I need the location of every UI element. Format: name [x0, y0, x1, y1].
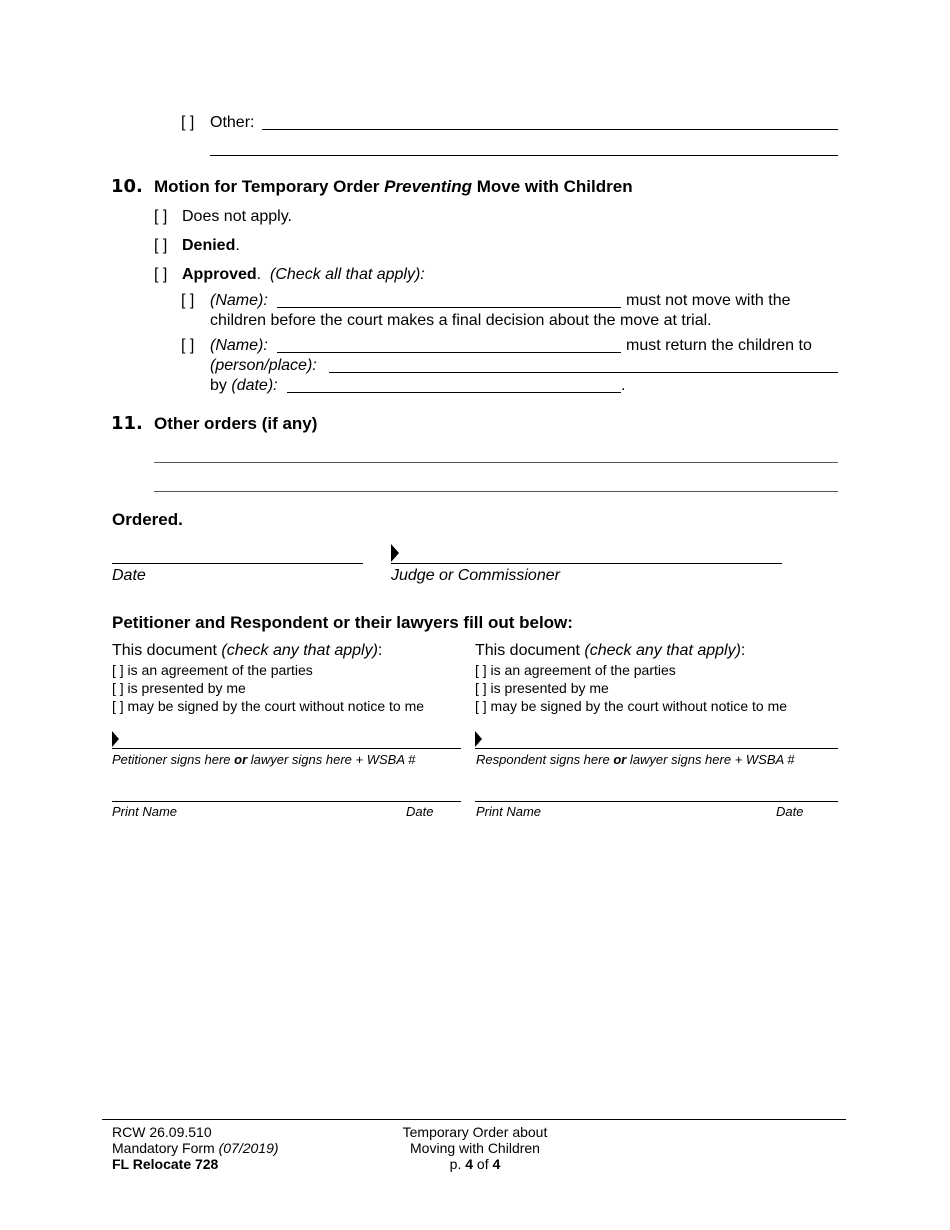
respondent-print-name-label: Print Name: [476, 804, 542, 819]
footer-page-prefix: p.: [449, 1156, 466, 1172]
respondent-signature-line[interactable]: [475, 748, 838, 749]
petitioner-date-label: Date: [406, 804, 434, 819]
footer-page-of: of: [473, 1156, 493, 1172]
sub2-text-after: must return the children to: [626, 337, 812, 354]
respondent-date-label: Date: [776, 804, 804, 819]
petitioner-sign-text: lawyer signs here + WSBA #: [247, 752, 416, 767]
petitioner-doc-note: (check any that apply): [221, 642, 378, 659]
denied-label-bold: Denied: [182, 237, 236, 254]
section-10-title: [154, 177, 633, 197]
judge-label: Judge or Commissioner: [391, 567, 560, 584]
petitioner-sign-or: or: [234, 752, 248, 767]
sign-here-arrow-icon: [391, 544, 399, 562]
section-10-number: 10.: [111, 176, 143, 197]
sub2-period: .: [621, 377, 626, 394]
footer-page-number: [375, 1156, 575, 1173]
footer-page-total: 4: [492, 1156, 501, 1172]
respondent-option-presented[interactable]: [ ] is presented by me: [475, 680, 609, 696]
footer-mandatory-form: [112, 1140, 279, 1157]
does-not-apply-checkbox[interactable]: [ ]: [154, 208, 168, 225]
petitioner-doc-colon: :: [377, 642, 383, 659]
sub1-text-line2: children before the court makes a final decision about the move at trial.: [210, 312, 712, 329]
approved-label-bold: Approved: [182, 266, 257, 283]
other-label: Other:: [210, 114, 255, 131]
petitioner-print-name-line[interactable]: [112, 801, 461, 802]
respondent-sign-text: Respondent signs here: [476, 752, 614, 767]
section-11-title: Other orders (if any): [154, 414, 318, 433]
sub2-checkbox[interactable]: [ ]: [181, 337, 195, 354]
date-label: Date: [112, 567, 146, 584]
petitioner-doc-label: [112, 641, 382, 660]
petitioner-option-without-notice[interactable]: [ ] may be signed by the court without notice to me: [112, 698, 425, 714]
respondent-option-agreement[interactable]: [ ] is an agreement of the parties: [475, 662, 676, 678]
respondent-doc-text: This document: [475, 642, 580, 659]
footer-form-code: FL Relocate 728: [112, 1156, 219, 1172]
footer-form-date: (07/2019): [218, 1140, 279, 1156]
sub2-date-input[interactable]: [287, 392, 621, 393]
denied-period: .: [235, 237, 240, 254]
respondent-doc-colon: :: [740, 642, 746, 659]
other-checkbox[interactable]: [ ]: [181, 114, 195, 131]
ordered-heading: Ordered.: [112, 510, 183, 529]
petitioner-sign-text: Petitioner signs here: [112, 752, 235, 767]
petitioner-sign-arrow-icon: [112, 731, 119, 747]
sub1-text-after: must not move with the: [626, 292, 791, 309]
section-10-title-italic: Preventing: [384, 177, 473, 196]
sub2-by-label: [210, 376, 278, 395]
footer-title-line1: Temporary Order about: [402, 1124, 548, 1140]
other-input-line-1[interactable]: [262, 129, 838, 130]
footer-title-line2: Moving with Children: [410, 1140, 540, 1156]
respondent-sign-text: lawyer signs here + WSBA #: [626, 752, 795, 767]
sub2-name-label: (Name):: [210, 337, 268, 354]
petitioner-option-agreement[interactable]: [ ] is an agreement of the parties: [112, 662, 313, 678]
footer-rule: [102, 1119, 846, 1120]
respondent-sign-arrow-icon: [475, 731, 482, 747]
footer-mandatory-text: Mandatory Form: [112, 1140, 219, 1156]
petitioner-signature-line[interactable]: [112, 748, 461, 749]
sub1-name-label: (Name):: [210, 292, 268, 309]
respondent-sign-caption: [476, 752, 795, 767]
denied-checkbox[interactable]: [ ]: [154, 237, 168, 254]
approved-checkbox[interactable]: [ ]: [154, 266, 168, 283]
footer-rcw: RCW 26.09.510: [112, 1124, 212, 1140]
sub1-name-input[interactable]: [277, 307, 621, 308]
section-11-number: 11.: [111, 413, 143, 434]
judge-signature-line[interactable]: [391, 563, 782, 564]
approved-note: (Check all that apply):: [270, 266, 425, 283]
denied-label: [182, 236, 240, 255]
sub2-by-text: by: [210, 377, 227, 394]
approved-label: [182, 265, 425, 284]
other-input-line-2[interactable]: [210, 155, 838, 156]
date-signature-line[interactable]: [112, 563, 363, 564]
sub2-name-input[interactable]: [277, 352, 621, 353]
petitioner-doc-text: This document: [112, 642, 217, 659]
footer-page-current: 4: [465, 1156, 474, 1172]
sub2-person-place-label: (person/place):: [210, 357, 317, 374]
petitioner-sign-caption: [112, 752, 415, 767]
sub1-checkbox[interactable]: [ ]: [181, 292, 195, 309]
does-not-apply-label: Does not apply.: [182, 208, 292, 225]
respondent-sign-or: or: [613, 752, 627, 767]
section-10-title-part: Move with Children: [472, 177, 633, 196]
respondent-print-name-line[interactable]: [475, 801, 838, 802]
respondent-doc-note: (check any that apply): [584, 642, 741, 659]
other-orders-line-1[interactable]: [154, 462, 838, 463]
petitioner-print-name-label: Print Name: [112, 804, 178, 819]
other-orders-line-2[interactable]: [154, 491, 838, 492]
section-10-title-part: Motion for Temporary Order: [154, 177, 385, 196]
parties-heading: Petitioner and Respondent or their lawyers fill out below:: [112, 613, 573, 632]
respondent-doc-label: [475, 641, 745, 660]
respondent-option-without-notice[interactable]: [ ] may be signed by the court without notice to me: [475, 698, 788, 714]
sub2-person-place-input[interactable]: [329, 372, 838, 373]
sub2-date-label: (date):: [231, 377, 278, 394]
approved-period: .: [256, 266, 262, 283]
petitioner-option-presented[interactable]: [ ] is presented by me: [112, 680, 246, 696]
